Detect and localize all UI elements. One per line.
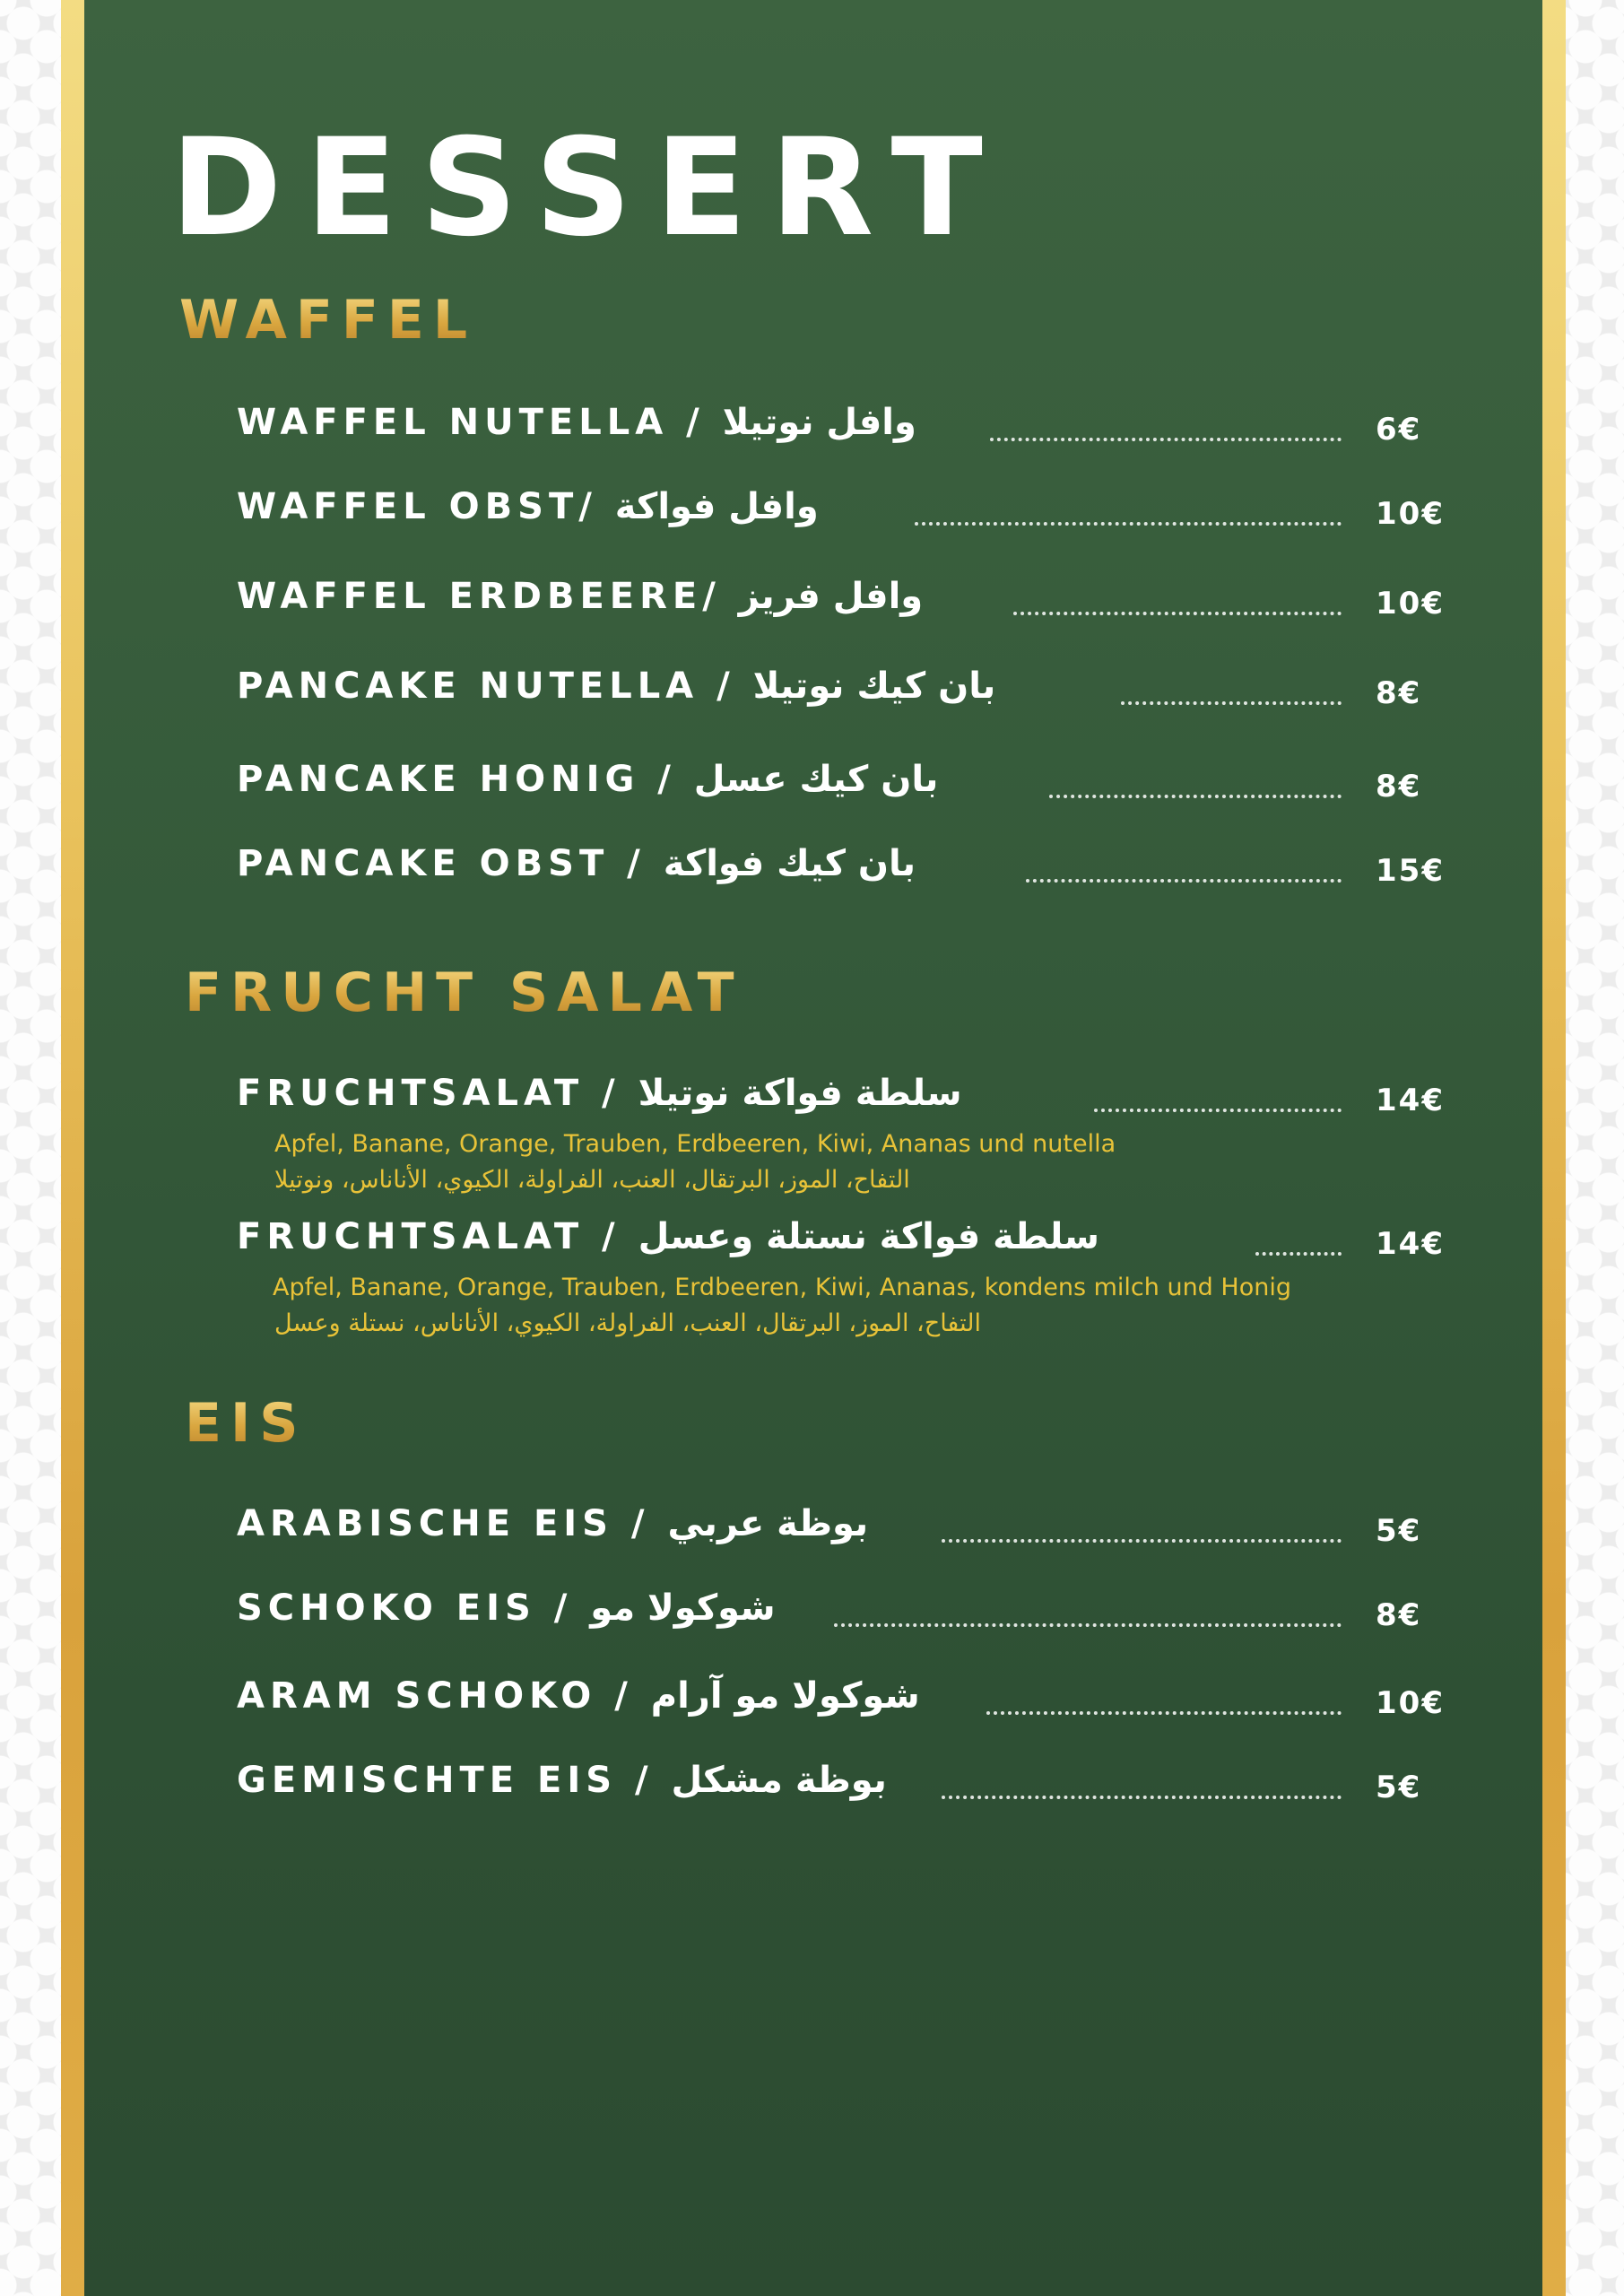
item-name-arabic: وافل فريز <box>738 576 924 617</box>
leader-dots <box>1049 795 1342 798</box>
section-title-eis: EIS <box>185 1392 308 1455</box>
item-name: PANCAKE OBST / بان كيك فواكة <box>237 843 916 884</box>
leader-dots <box>1094 1109 1342 1112</box>
menu-item-pancake-honig <box>237 748 1444 811</box>
leader-dots <box>915 522 1342 526</box>
section-title-frucht-salat: FRUCHT SALAT <box>185 961 743 1024</box>
menu-item-pancake-obst <box>237 832 1444 895</box>
item-name-arabic: سلطة فواكة نستلة وعسل <box>638 1216 1099 1257</box>
leader-dots <box>986 1711 1342 1715</box>
leader-dots <box>942 1796 1342 1799</box>
menu-item-schoko-eis <box>237 1577 1444 1639</box>
item-name: ARAM SCHOKO / شوكولا مو آرام <box>237 1675 920 1717</box>
item-name-arabic: وافل فواكة <box>614 486 819 527</box>
menu-item-fruchtsalat-nutella <box>237 1062 1444 1125</box>
leader-dots <box>834 1623 1342 1627</box>
menu-item-fruchtsalat-honig <box>237 1205 1444 1268</box>
item-name-arabic: بان كيك نوتيلا <box>752 665 996 707</box>
item-price: 14€ <box>1376 1226 1445 1262</box>
menu-item-waffel-obst <box>237 475 1444 538</box>
menu-item-gemischte-eis <box>237 1749 1444 1812</box>
item-name: FRUCHTSALAT / سلطة فواكة نستلة وعسل <box>237 1216 1099 1257</box>
page-title: DESSERT <box>170 110 1006 266</box>
item-description: Apfel, Banane, Orange, Trauben, Erdbeeren, Kiwi, Ananas und nutella <box>274 1130 1116 1158</box>
item-name-arabic: بان كيك فواكة <box>663 843 916 884</box>
item-name-arabic: شوكولا مو آرام <box>650 1675 920 1717</box>
leader-dots <box>990 438 1342 441</box>
item-name: WAFFEL NUTELLA / وافل نوتيلا <box>237 402 916 443</box>
section-title-waffel: WAFFEL <box>179 289 477 352</box>
menu-item-aram-schoko <box>237 1665 1444 1727</box>
item-name: FRUCHTSALAT / سلطة فواكة نوتيلا <box>237 1073 962 1114</box>
item-price: 10€ <box>1376 1685 1445 1721</box>
item-name: GEMISCHTE EIS / بوظة مشكل <box>237 1760 887 1801</box>
item-price: 10€ <box>1376 496 1445 532</box>
menu-item-waffel-nutella <box>237 391 1444 454</box>
item-name: SCHOKO EIS / شوكولا مو <box>237 1587 776 1629</box>
item-name: ARABISCHE EIS / بوظة عربي <box>237 1503 869 1544</box>
item-price: 14€ <box>1376 1083 1445 1118</box>
leader-dots <box>942 1539 1342 1543</box>
item-description-arabic: التفاح، الموز، البرتقال، العنب، الفراولة، الكيوي، الأناناس، نستلة وعسل <box>274 1309 981 1337</box>
item-name-arabic: بان كيك عسل <box>693 759 939 800</box>
leader-dots <box>1026 879 1342 883</box>
item-price: 10€ <box>1376 586 1445 622</box>
item-price: 15€ <box>1376 853 1445 889</box>
item-name-arabic: بوظة عربي <box>667 1503 869 1544</box>
item-description: Apfel, Banane, Orange, Trauben, Erdbeeren, Kiwi, Ananas, kondens milch und Honig <box>273 1274 1291 1301</box>
item-name: PANCAKE HONIG / بان كيك عسل <box>237 759 939 800</box>
item-price: 6€ <box>1376 412 1422 448</box>
menu-item-pancake-nutella <box>237 655 1444 718</box>
leader-dots <box>1013 612 1342 615</box>
item-name: WAFFEL ERDBEERE/ وافل فريز <box>237 576 924 617</box>
item-price: 8€ <box>1376 1597 1422 1633</box>
item-price: 8€ <box>1376 769 1422 804</box>
item-name: WAFFEL OBST/ وافل فواكة <box>237 486 819 527</box>
item-name-arabic: بوظة مشكل <box>671 1760 887 1801</box>
menu-item-waffel-erdbeere <box>237 565 1444 628</box>
item-name-arabic: وافل نوتيلا <box>722 402 916 443</box>
leader-dots <box>1121 701 1342 705</box>
item-price: 5€ <box>1376 1513 1422 1549</box>
menu-item-arabische-eis <box>237 1492 1444 1555</box>
item-name-arabic: سلطة فواكة نوتيلا <box>638 1073 962 1114</box>
item-price: 5€ <box>1376 1770 1422 1805</box>
leader-dots <box>1255 1252 1342 1256</box>
item-description-arabic: التفاح، الموز، البرتقال، العنب، الفراولة، الكيوي، الأناناس، ونوتيلا <box>274 1166 910 1194</box>
item-price: 8€ <box>1376 675 1422 711</box>
item-name-arabic: شوكولا مو <box>590 1587 776 1629</box>
item-name: PANCAKE NUTELLA / بان كيك نوتيلا <box>237 665 996 707</box>
